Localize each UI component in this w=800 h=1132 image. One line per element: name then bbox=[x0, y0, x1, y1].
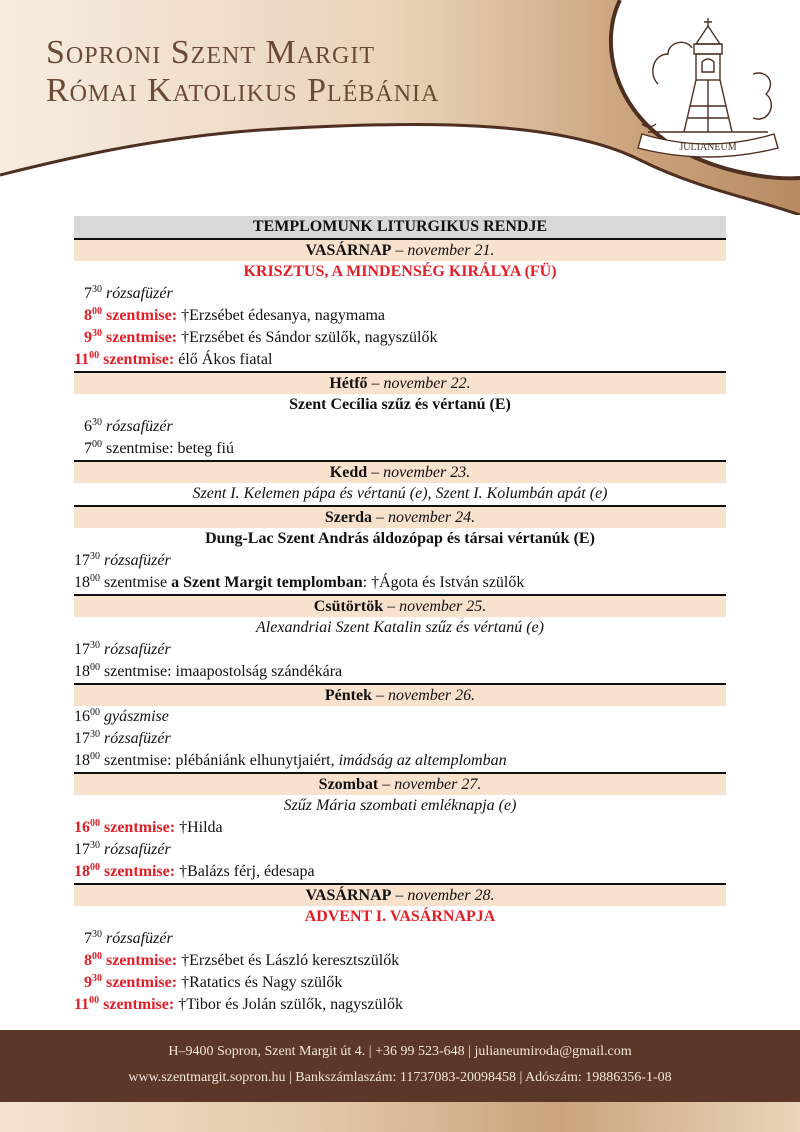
list-item: $9^{30}$ szentmise: †Erzsébet és Sándor szülők, nagyszülők bbox=[84, 328, 438, 346]
day-header: VASÁRNAP – november 28. bbox=[74, 885, 726, 906]
list-item: $7^{30}$ rózsafüzér bbox=[84, 284, 173, 302]
parish-title bbox=[46, 34, 439, 110]
list-item: $7^{00}$ szentmise: beteg fiú bbox=[84, 439, 234, 457]
day-header bbox=[74, 240, 726, 261]
day-header: Csütörtök – november 25. bbox=[74, 596, 726, 617]
footer-decorative-band bbox=[0, 1102, 800, 1132]
feast-name: Szent I. Kelemen pápa és vértanú (e), Szent I. Kolumbán apát (e) bbox=[192, 485, 608, 502]
list-item: $17^{30}$ rózsafüzér bbox=[74, 840, 171, 858]
day-sunday-nov21 bbox=[74, 238, 726, 371]
footer-contact-line: H–9400 Sopron, Szent Margit út 4. | +36 99 523-648 | julianeumiroda@gmail.com bbox=[168, 1044, 632, 1059]
list-item: $17^{30}$ rózsafüzér bbox=[74, 729, 171, 747]
list-item: $7^{30}$ rózsafüzér bbox=[84, 929, 173, 947]
day-saturday-nov27 bbox=[74, 772, 726, 883]
day-monday-nov22 bbox=[74, 371, 726, 460]
feast-name: ADVENT I. VASÁRNAPJA bbox=[304, 908, 496, 925]
list-item: $18^{00}$ szentmise: imaapostolság szándékára bbox=[74, 662, 343, 680]
list-item: $16^{00}$ szentmise: †Hilda bbox=[74, 818, 223, 836]
day-header: Szerda – november 24. bbox=[74, 507, 726, 528]
list-item: $8^{00}$ szentmise: †Erzsébet és László keresztszülők bbox=[84, 951, 400, 969]
bell-tower-logo-icon bbox=[628, 14, 788, 166]
day-header: Kedd – november 23. bbox=[74, 462, 726, 483]
day-header: Szombat – november 27. bbox=[74, 774, 726, 795]
list-item: $6^{30}$ rózsafüzér bbox=[84, 417, 173, 435]
logo-text: JULIANEUM bbox=[679, 142, 737, 153]
feast-name: Szent Cecília szűz és vértanú (E) bbox=[289, 396, 511, 413]
weekday: VASÁRNAP bbox=[305, 242, 392, 259]
list-item: $11^{00}$ szentmise: †Tibor és Jolán szülők, nagyszülők bbox=[74, 995, 403, 1013]
day-tuesday-nov23 bbox=[74, 460, 726, 505]
feast-name: Alexandriai Szent Katalin szűz és vértanú (e) bbox=[256, 619, 544, 636]
parish-title-line2: Római Katolikus Plébánia bbox=[46, 72, 440, 109]
list-item: $18^{00}$ szentmise a Szent Margit templomban: †Ágota és István szülők bbox=[74, 573, 525, 591]
day-header: Hétfő – november 22. bbox=[74, 373, 726, 394]
list-item: $8^{00}$ szentmise: †Erzsébet édesanya, nagymama bbox=[84, 306, 385, 324]
list-item: $17^{30}$ rózsafüzér bbox=[74, 551, 171, 569]
footer-bank-line: www.szentmargit.sopron.hu | Bankszámlaszám: 11737083-20098458 | Adószám: 19886356-1-08 bbox=[128, 1070, 672, 1085]
list-item: $9^{30}$ szentmise: †Ratatics és Nagy szülők bbox=[84, 973, 343, 991]
parish-title-line1: Soproni Szent Margit bbox=[46, 34, 376, 71]
list-item: $11^{00}$ szentmise: élő Ákos fiatal bbox=[74, 350, 273, 368]
list-item: $16^{00}$ gyászmise bbox=[74, 707, 169, 725]
date: – november 21. bbox=[391, 242, 495, 259]
day-wednesday-nov24 bbox=[74, 505, 726, 594]
list-item: $18^{00}$ szentmise: plébániánk elhunytjaiért, imádság az altemplomban bbox=[74, 751, 507, 769]
day-sunday-nov28 bbox=[74, 883, 726, 1016]
list-item: $17^{30}$ rózsafüzér bbox=[74, 640, 171, 658]
day-friday-nov26 bbox=[74, 683, 726, 772]
feast-name: Dung-Lac Szent András áldozópap és társai vértanúk (E) bbox=[205, 530, 595, 547]
list-item: $18^{00}$ szentmise: †Balázs férj, édesapa bbox=[74, 862, 315, 880]
day-thursday-nov25 bbox=[74, 594, 726, 683]
feast-name: Szűz Mária szombati emléknapja (e) bbox=[283, 797, 517, 814]
day-header: Péntek – november 26. bbox=[74, 685, 726, 706]
feast-name: KRISZTUS, A MINDENSÉG KIRÁLYA (FÜ) bbox=[243, 263, 557, 280]
liturgy-schedule bbox=[74, 216, 726, 1016]
footer bbox=[0, 1030, 800, 1102]
schedule-title: TEMPLOMUNK LITURGIKUS RENDJE bbox=[74, 216, 726, 238]
